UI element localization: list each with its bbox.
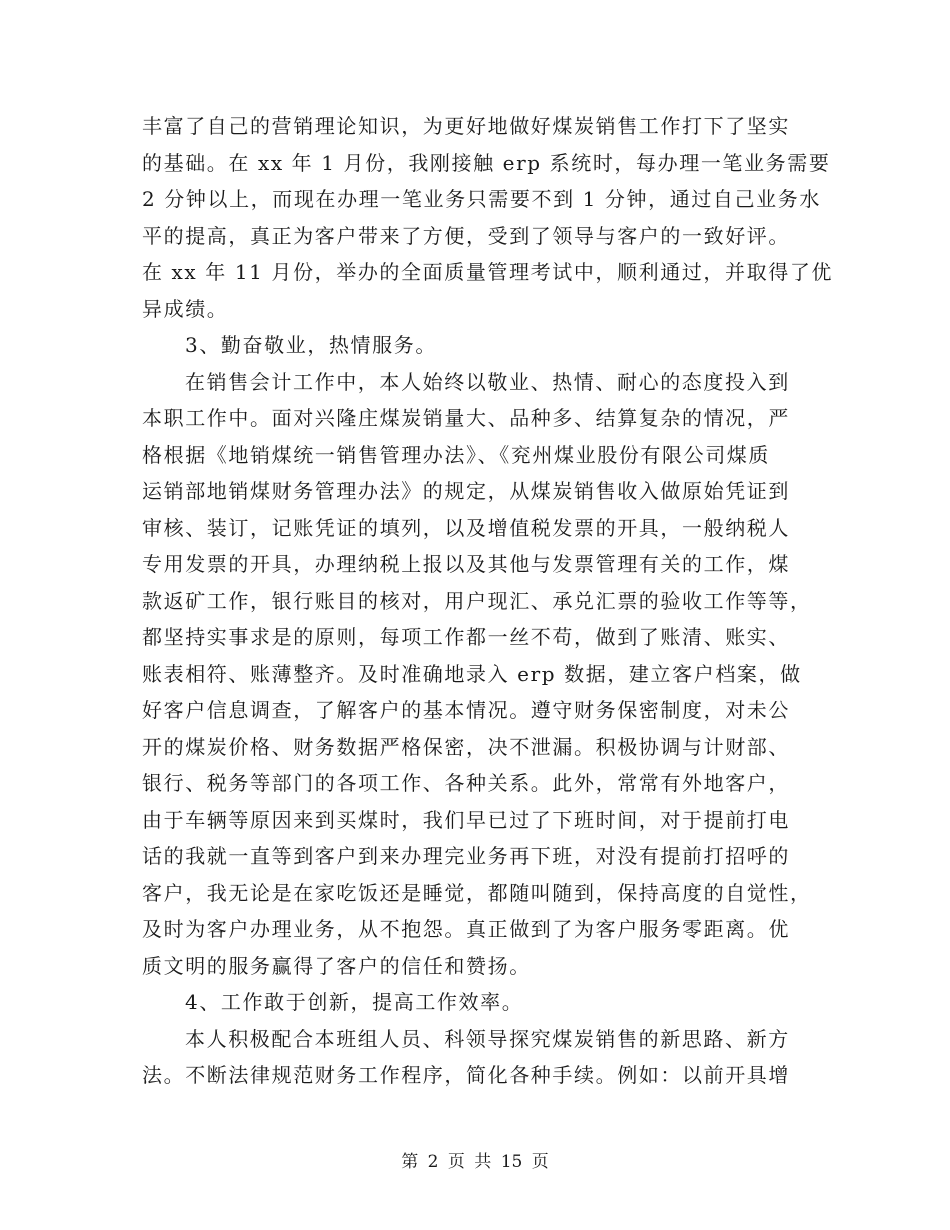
section-heading: 3、勤奋敬业，热情服务。 [185,333,437,357]
text-line: 话的我就一直等到客户到来办理完业务再下班，对没有提前打招呼的 [142,844,790,868]
text-line: 丰富了自己的营销理论知识，为更好地做好煤炭销售工作打下了坚实 [142,114,790,138]
text-line: 质文明的服务赢得了客户的信任和赞扬。 [142,953,531,978]
text-line: 由于车辆等原因来到买煤时，我们早已过了下班时间，对于提前打电 [142,807,790,832]
text-line: 异成绩。 [142,296,229,321]
text-line: 本人积极配合本班组人员、科领导探究煤炭销售的新思路、新方 [185,1026,790,1051]
body-text [142,108,834,1094]
text-line: 客户，我无论是在家吃饭还是睡觉，都随叫随到，保持高度的自觉性， [142,880,812,905]
text-line: 本职工作中。面对兴隆庄煤炭销量大、品种多、结算复杂的情况，严 [142,406,790,430]
text-line: 格根据《地销煤统一销售管理办法》、《兖州煤业股份有限公司煤质 [142,442,770,467]
text-line: 2 分钟以上，而现在办理一笔业务只需要不到 1 分钟，通过自己业务水 [142,187,821,211]
text-line: 开的煤炭价格、财务数据严格保密，决不泄漏。积极协调与计财部、 [142,734,790,759]
text-line: 银行、税务等部门的各项工作、各种关系。此外，常常有外地客户， [142,771,790,795]
text-line: 运销部地销煤财务管理办法》的规定，从煤炭销售收入做原始凭证到 [142,479,790,503]
text-line: 好客户信息调查，了解客户的基本情况。遵守财务保密制度，对未公 [142,698,790,722]
text-line: 在 xx 年 11 月份，举办的全面质量管理考试中，顺利通过，并取得了优 [142,260,834,284]
text-line: 都坚持实事求是的原则，每项工作都一丝不苟，做到了账清、账实、 [142,625,790,649]
text-line: 款返矿工作，银行账目的核对，用户现汇、承兑汇票的验收工作等等， [142,588,812,613]
text-line: 平的提高，真正为客户带来了方便，受到了领导与客户的一致好评。 [142,223,790,248]
text-line: 专用发票的开具，办理纳税上报以及其他与发票管理有关的工作，煤 [142,552,790,576]
page-number-footer: 第 2 页 共 15 页 [401,1152,549,1172]
section-heading: 4、工作敢于创新，提高工作效率。 [185,990,524,1014]
text-line: 账表相符、账薄整齐。及时准确地录入 erp 数据，建立客户档案，做 [142,661,802,686]
text-line: 法。不断法律规范财务工作程序，简化各种手续。例如：以前开具增 [142,1063,790,1087]
text-line: 在销售会计工作中，本人始终以敬业、热情、耐心的态度投入到 [185,369,790,394]
text-line: 的基础。在 xx 年 1 月份，我刚接触 erp 系统时，每办理一笔业务需要 [142,150,831,175]
text-line: 审核、装订，记账凭证的填列，以及增值税发票的开具，一般纳税人 [142,515,790,540]
text-line: 及时为客户办理业务，从不抱怨。真正做到了为客户服务零距离。优 [142,917,790,941]
